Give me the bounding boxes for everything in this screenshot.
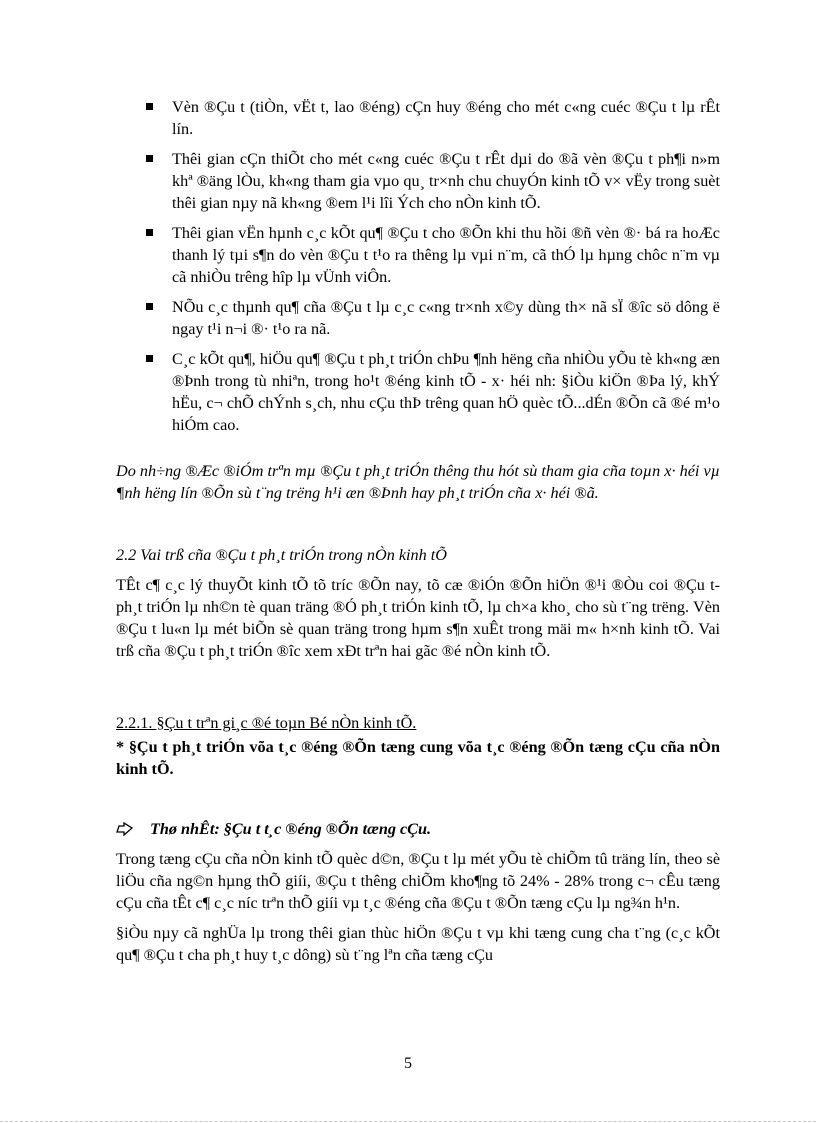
square-bullet-icon <box>146 103 153 110</box>
bold-heading: * §Çu t ph¸t triÓn võa t¸c ®éng ®Õn tæng cung võa t¸c ®éng ®Õn tæng cÇu cña nÒn kinh tÕ. <box>116 738 720 778</box>
list-item: Thêi gian cÇn thiÕt cho mét c«ng cuéc ®Çu t rÊt dµi do ®ã vèn ®Çu t ph¶i n»m khª ®äng lÒu, kh«ng tham gia vµo qu¸ tr×nh chu chuyÓn kinh tÕ v× vËy trong suèt thêi gian nµy nã kh«ng ®em l¹i lîi Ých cho nÒn kinh tÕ. <box>146 148 720 214</box>
square-bullet-icon <box>146 355 153 362</box>
list-item: Thêi gian vËn hµnh c¸c kÕt qu¶ ®Çu t cho ®Õn khi thu hồi ®ñ vèn ®· bá ra hoÆc thanh lý tµi s¶n do vèn ®Çu t t¹o ra thêng lµ vµi n¨m, cã thÓ lµ hµng chôc n¨m vµ cã nhiÒu trêng hîp lµ vÜnh viÔn. <box>146 222 720 288</box>
list-item: C¸c kÕt qu¶, hiÖu qu¶ ®Çu t ph¸t triÓn chÞu ¶nh hëng cña nhiÒu yÕu tè kh«ng æn ®Þnh trong tù nhiªn, trong ho¹t ®éng kinh tÕ - x· héi nh: §iÒu kiÖn ®Þa lý, khÝ hËu, c¬ chÕ chÝnh s¸ch, nhu cÇu thÞ trêng quan hÖ quèc tÕ...dÉn ®Õn cã ®é m¹o hiÓm cao. <box>146 348 720 436</box>
body-paragraph: §iÒu nµy cã nghÜa lµ trong thêi gian thùc hiÖn ®Çu t vµ khi tæng cung cha t¨ng (c¸c kÕt qu¶ ®Çu t cha ph¸t huy t¸c dông) sù t¨ng lªn cña tæng cÇu <box>116 924 720 964</box>
section-paragraph: TÊt c¶ c¸c lý thuyÕt kinh tÕ tõ tríc ®Õn nay, tõ cæ ®iÓn ®Õn hiÖn ®¹i ®Òu coi ®Çu t ph¸t triÓn lµ nh©n tè quan träng ®Ó ph¸t triÓn kinh tÕ, lµ ch×a kho¸ cho sù t¨ng trëng. Vèn ®Çu t lu«n lµ mét biÕn sè quan träng trong hµm s¶n xuÊt trong mäi m« h×nh kinh tÕ. Vai trß cña ®Çu t ph¸t triÓn ®îc xem xÐt trªn hai gãc ®é nÒn kinh tÕ. <box>116 576 720 660</box>
arrow-right-icon <box>116 822 134 836</box>
square-bullet-icon <box>146 303 153 310</box>
subsection-heading: 2.2.1. §Çu t trªn gi¸c ®é toµn Bé nÒn kinh tÕ. <box>116 714 417 732</box>
bullet-list <box>146 96 720 444</box>
square-bullet-icon <box>146 229 153 236</box>
page-divider <box>0 1121 816 1122</box>
italic-paragraph: Do nh÷ng ®Æc ®iÓm trªn mµ ®Çu t ph¸t triÓn thêng thu hót sù tham gia cña toµn x· héi vµ ¶nh hëng lín ®Õn sù t¨ng trëng h¹i æn ®Þnh hay ph¸t triÓn cña x· héi ®ã. <box>116 462 720 502</box>
arrow-heading: Thø nhÊt: §Çu t t¸c ®éng ®Õn tæng cÇu. <box>150 820 431 838</box>
section-heading: 2.2 Vai trß cña ®Çu t ph¸t triÓn trong nÒn kinh tÕ <box>116 546 447 564</box>
body-paragraph: Trong tæng cÇu cña nÒn kinh tÕ quèc d©n, ®Çu t lµ mét yÕu tè chiÕm tû träng lín, theo sè liÖu cña ng©n hµng thÕ giíi, ®Çu t thêng chiÕm kho¶ng tõ 24% - 28% trong c¬ cÊu tæng cÇu cña tÊt c¶ c¸c níc trªn thÕ giíi vµ t¸c ®éng cña ®Çu t ®Õn tæng cÇu lµ ng¾n h¹n. <box>116 850 720 912</box>
list-item: NÕu c¸c thµnh qu¶ cña ®Çu t lµ c¸c c«ng tr×nh x©y dùng th× nã sÏ ®îc sö dông ë ngay t¹i n¬i ®· t¹o ra nã. <box>146 296 720 340</box>
list-item: Vèn ®Çu t (tiÒn, vËt t, lao ®éng) cÇn huy ®éng cho mét c«ng cuéc ®Çu t lµ rÊt lín. <box>146 96 720 140</box>
square-bullet-icon <box>146 155 153 162</box>
page-number: 5 <box>404 1055 412 1072</box>
